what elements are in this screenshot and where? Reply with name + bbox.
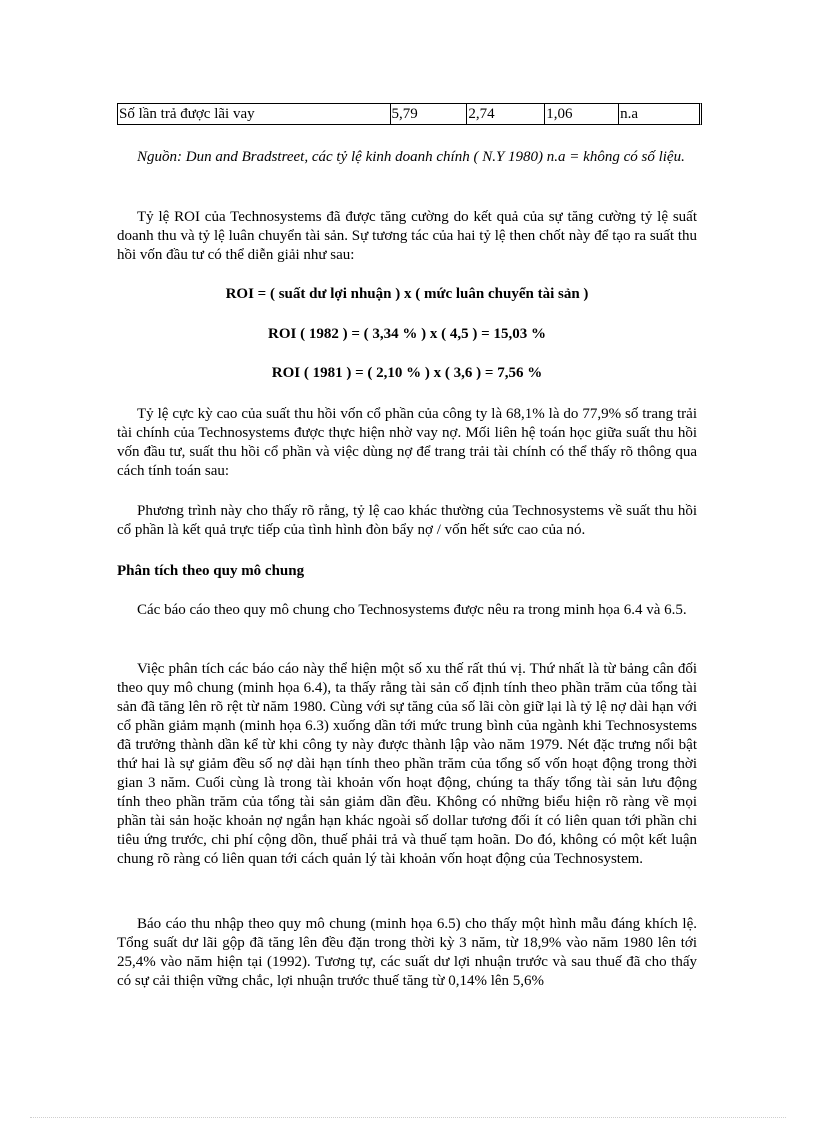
- paragraph-equity-return: Tỷ lệ cực kỳ cao của suất thu hồi vốn cổ phần của công ty là 68,1% là do 77,9% số trang trải tài chính của Technosystems được thực hiện nhờ vay nợ. Mối liên hệ toán học giữa suất thu hồi vốn đầu tư, suất thu hồi cổ phần và việc dùng nợ để trang trải tài chính có thể thấy rõ thông qua cách tính toán sau:: [117, 406, 697, 479]
- source-note: Nguồn: Dun and Bradstreet, các tỷ lệ kinh doanh chính ( N.Y 1980) n.a = không có số liệu.: [137, 149, 685, 165]
- table-row: [117, 103, 702, 125]
- table-cell-value: 1,06: [545, 104, 619, 124]
- formula-roi-1982: ROI ( 1982 ) = ( 3,34 % ) x ( 4,5 ) = 15,03 %: [268, 326, 546, 342]
- formula-roi-1981: ROI ( 1981 ) = ( 2,10 % ) x ( 3,6 ) = 7,56 %: [271, 365, 543, 381]
- page-divider: [30, 1117, 786, 1118]
- paragraph-income-statement: Báo cáo thu nhập theo quy mô chung (minh họa 6.5) cho thấy một hình mẫu đáng khích lệ. Tổng suất dư lãi gộp đã tăng lên đều đặn trong thời kỳ 3 năm, từ 18,9% vào năm 1980 lên tới 25,4% vào năm hiện tại (1992). Tương tự, các suất dư lợi nhuận trước và sau thuế đã cho thấy có sự cải thiện vững chắc, lợi nhuận trước thuế tăng từ 0,14% lên 5,6%: [117, 916, 697, 989]
- table-cell-value: 2,74: [467, 104, 545, 124]
- section-heading: Phân tích theo quy mô chung: [117, 563, 305, 579]
- paragraph-analysis: Việc phân tích các báo cáo này thể hiện một số xu thế rất thú vị. Thứ nhất là từ bảng cân đối theo quy mô chung (minh họa 6.4), ta thấy rằng tài sản cố định tính theo phần trăm của tổng tài sản đã tăng lên rõ rệt từ năm 1980. Cùng với sự tăng của số lãi còn giữ lại là tỷ lệ nợ dài hạn với cổ phần giảm mạnh (minh họa 6.3) xuống dần tới mức trung bình của ngành khi Technosystems đã trưởng thành dần kể từ khi công ty này được thành lập vào năm 1979. Nét đặc trưng nổi bật thứ hai là sự giảm đều số nợ dài hạn tính theo phần trăm của tổng số vốn hoạt động trong thời gian 3 năm. Cuối cùng là trong tài khoản vốn hoạt động, chúng ta thấy tổng tài sản lưu động tính theo phần trăm của tổng tài sản giảm dần đều. Không có những biểu hiện rõ ràng về mọi phần tài sản hoặc khoản nợ ngắn hạn khác ngoài số dollar tương đối ít có liên quan tới phần chi tiêu ứng trước, chi phí cộng dồn, thuế phải trả và thuế tạm hoãn. Do đó, không có một kết luận chung rõ ràng có liên quan tới cách quản lý tài khoản vốn hoạt động của Technosystem.: [117, 661, 697, 867]
- table-cell-value: n.a: [620, 106, 639, 122]
- table-cell-label: Số lần trả được lãi vay: [118, 104, 391, 124]
- formula-roi: ROI = ( suất dư lợi nhuận ) x ( mức luân chuyển tài sản ): [225, 286, 589, 302]
- paragraph-common-size-intro: Các báo cáo theo quy mô chung cho Technosystems được nêu ra trong minh họa 6.4 và 6.5.: [137, 602, 687, 618]
- paragraph-roi-intro: Tỷ lệ ROI của Technosystems đã được tăng cường do kết quả của sự tăng cường tỷ lệ suất doanh thu và tỷ lệ luân chuyển tài sản. Sự tương tác của hai tỷ lệ then chốt này để tạo ra suất thu hồi vốn đầu tư có thể diễn giải như sau:: [117, 209, 697, 263]
- table-cell-value: 5,79: [391, 104, 468, 124]
- paragraph-equation-explained: Phương trình này cho thấy rõ rằng, tỷ lệ cao khác thường của Technosystems về suất thu hồi cổ phần là kết quả trực tiếp của tình hình đòn bẩy nợ / vốn hết sức cao của nó.: [117, 503, 697, 538]
